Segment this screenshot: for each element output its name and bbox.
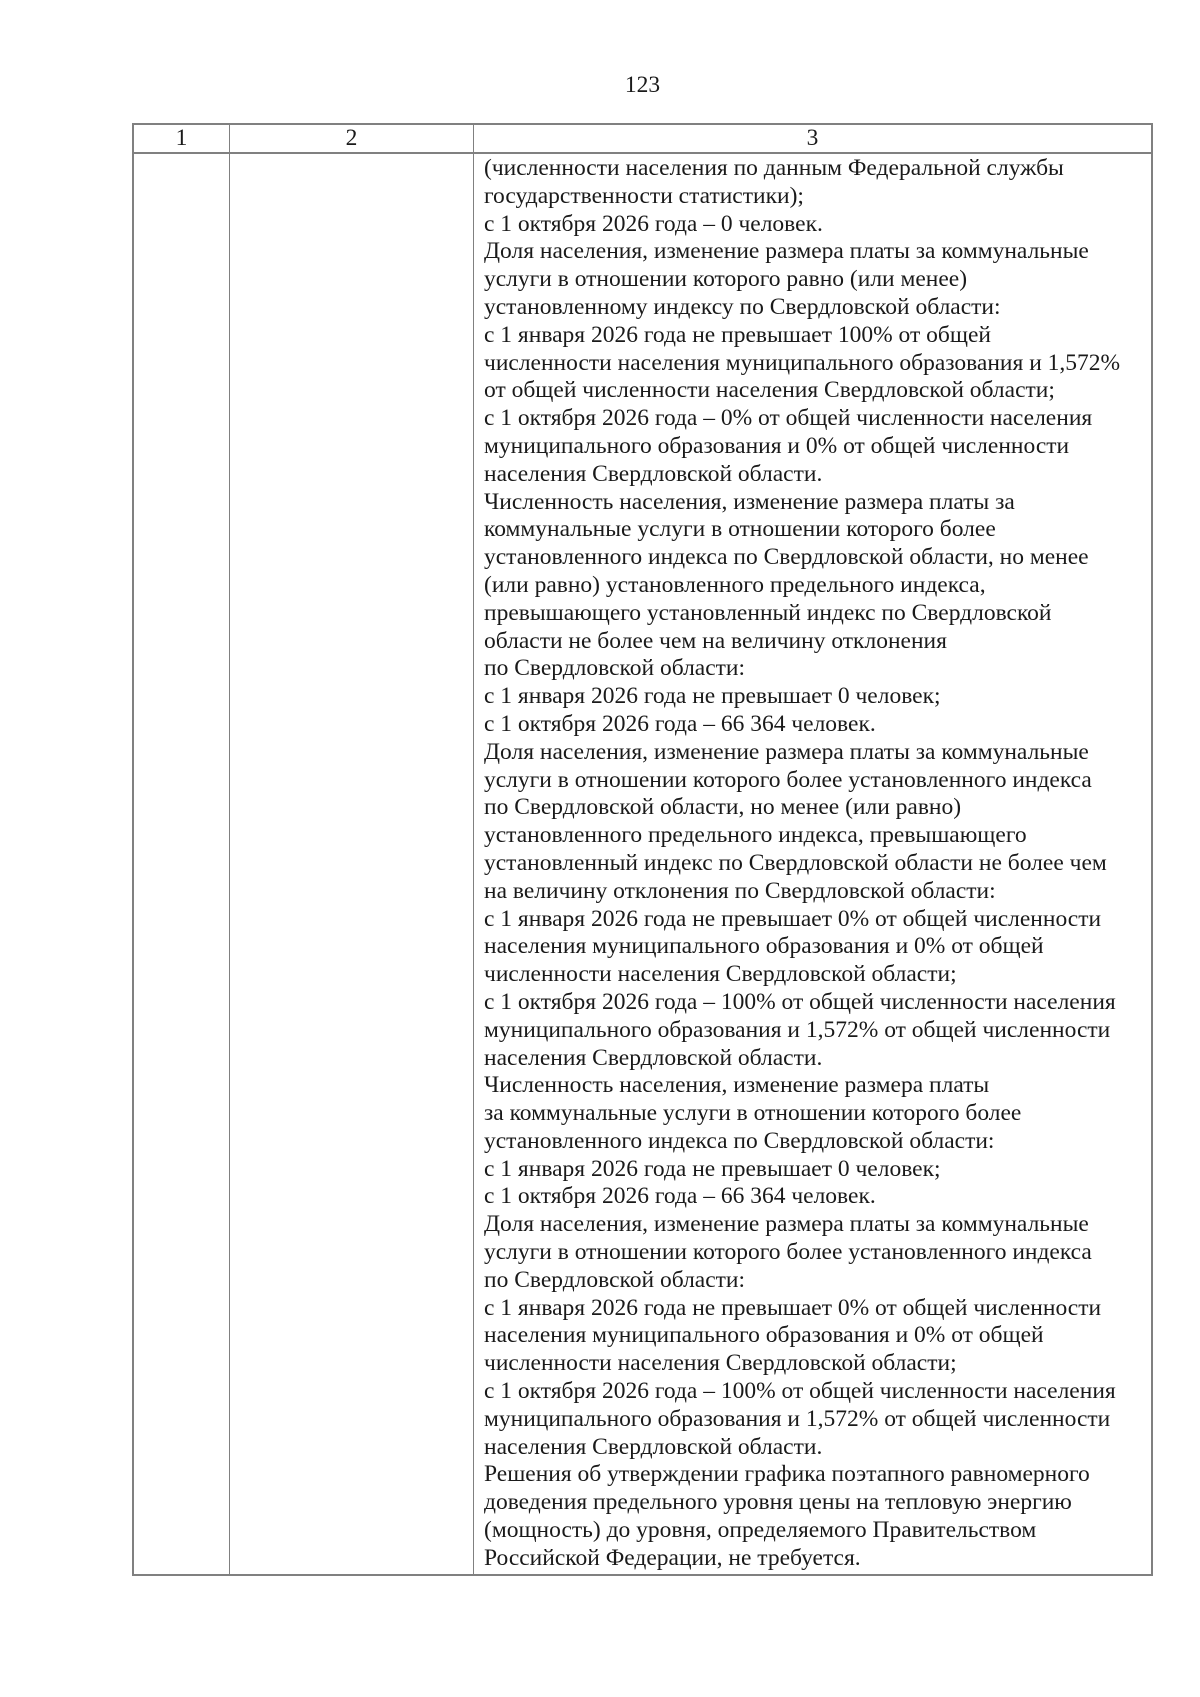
text-line: за коммунальные услуги в отношении которого более [484,1100,1022,1127]
text-line: (численности населения по данным Федеральной службы [484,155,1064,181]
column-header-2: 2 [230,125,474,152]
text-line: (или равно) установленного предельного индекса, [484,571,986,598]
column-header-1: 1 [134,125,230,152]
text-line: населения Свердловской области. [484,1433,823,1460]
text-line: населения муниципального образования и 0% от общей [484,1322,1044,1349]
text-line: Российской Федерации, не требуется. [484,1544,861,1571]
text-line: с 1 октября 2026 года – 100% от общей численности населения [484,988,1116,1015]
text-line: установленного индекса по Свердловской области: [484,1127,995,1154]
text-line: населения муниципального образования и 0% от общей [484,933,1044,960]
text-line: численности населения Свердловской области; [484,1350,957,1377]
text-line: с 1 января 2026 года не превышает 0 человек; [484,683,941,710]
text-line: с 1 января 2026 года не превышает 0% от общей численности [484,905,1102,932]
table-header-row [134,125,1151,154]
text-line: установленного предельного индекса, превышающего [484,822,1027,849]
text-line: от общей численности населения Свердловской области; [484,377,1055,404]
text-line: Доля населения, изменение размера платы за коммунальные [484,238,1089,265]
text-line: установленный индекс по Свердловской области не более чем [484,849,1107,876]
text-line: с 1 октября 2026 года – 100% от общей численности населения [484,1378,1116,1405]
text-line: Решения об утверждении графика поэтапного равномерного [484,1461,1090,1488]
cell-column-3 [474,154,1151,1574]
text-line: на величину отклонения по Свердловской области: [484,877,996,904]
text-line: услуги в отношении которого равно (или менее) [484,266,968,293]
text-line: населения Свердловской области. [484,1044,823,1071]
text-line: Доля населения, изменение размера платы за коммунальные [484,1211,1089,1238]
text-line: установленному индексу по Свердловской области: [484,293,1001,320]
text-line: численности населения Свердловской области; [484,961,957,988]
text-line: с 1 октября 2026 года – 0% от общей численности населения [484,405,1093,432]
table-row [134,154,1151,1574]
text-line: с 1 января 2026 года не превышает 0 человек; [484,1155,941,1182]
text-line: с 1 октября 2026 года – 0 человек. [484,210,823,237]
text-line: Численность населения, изменение размера платы за [484,488,1015,515]
cell-column-1 [134,154,230,1574]
page-number: 123 [624,72,661,98]
text-line: государственности статистики); [484,182,804,209]
text-line: муниципального образования и 0% от общей численности [484,432,1070,459]
text-line: (мощность) до уровня, определяемого Правительством [484,1517,1037,1544]
text-line: превышающего установленный индекс по Свердловской [484,599,1052,626]
text-line: численности населения муниципального образования и 1,572% [484,349,1121,376]
text-line: с 1 октября 2026 года – 66 364 человек. [484,1183,876,1210]
text-line: с 1 октября 2026 года – 66 364 человек. [484,710,876,737]
text-line: муниципального образования и 1,572% от общей численности [484,1405,1111,1432]
text-line: по Свердловской области: [484,1266,746,1293]
column-header-3: 3 [806,125,819,151]
text-line: Доля населения, изменение размера платы за коммунальные [484,738,1089,765]
text-line: по Свердловской области: [484,655,746,682]
cell-column-2 [230,154,474,1574]
text-line: по Свердловской области, но менее (или равно) [484,794,962,821]
document-table [132,123,1153,1576]
text-line: Численность населения, изменение размера платы [484,1072,990,1099]
text-line: доведения предельного уровня цены на тепловую энергию [484,1489,1072,1516]
text-line: области не более чем на величину отклонения [484,627,947,654]
text-line: муниципального образования и 1,572% от общей численности [484,1016,1111,1043]
text-line: населения Свердловской области. [484,460,823,487]
text-line: услуги в отношении которого более установленного индекса [484,766,1092,793]
text-line: коммунальные услуги в отношении которого более [484,516,996,543]
text-line: услуги в отношении которого более установленного индекса [484,1239,1092,1266]
text-line: с 1 января 2026 года не превышает 0% от общей численности [484,1294,1102,1321]
text-line: установленного индекса по Свердловской области, но менее [484,544,1089,571]
text-line: с 1 января 2026 года не превышает 100% от общей [484,321,991,348]
